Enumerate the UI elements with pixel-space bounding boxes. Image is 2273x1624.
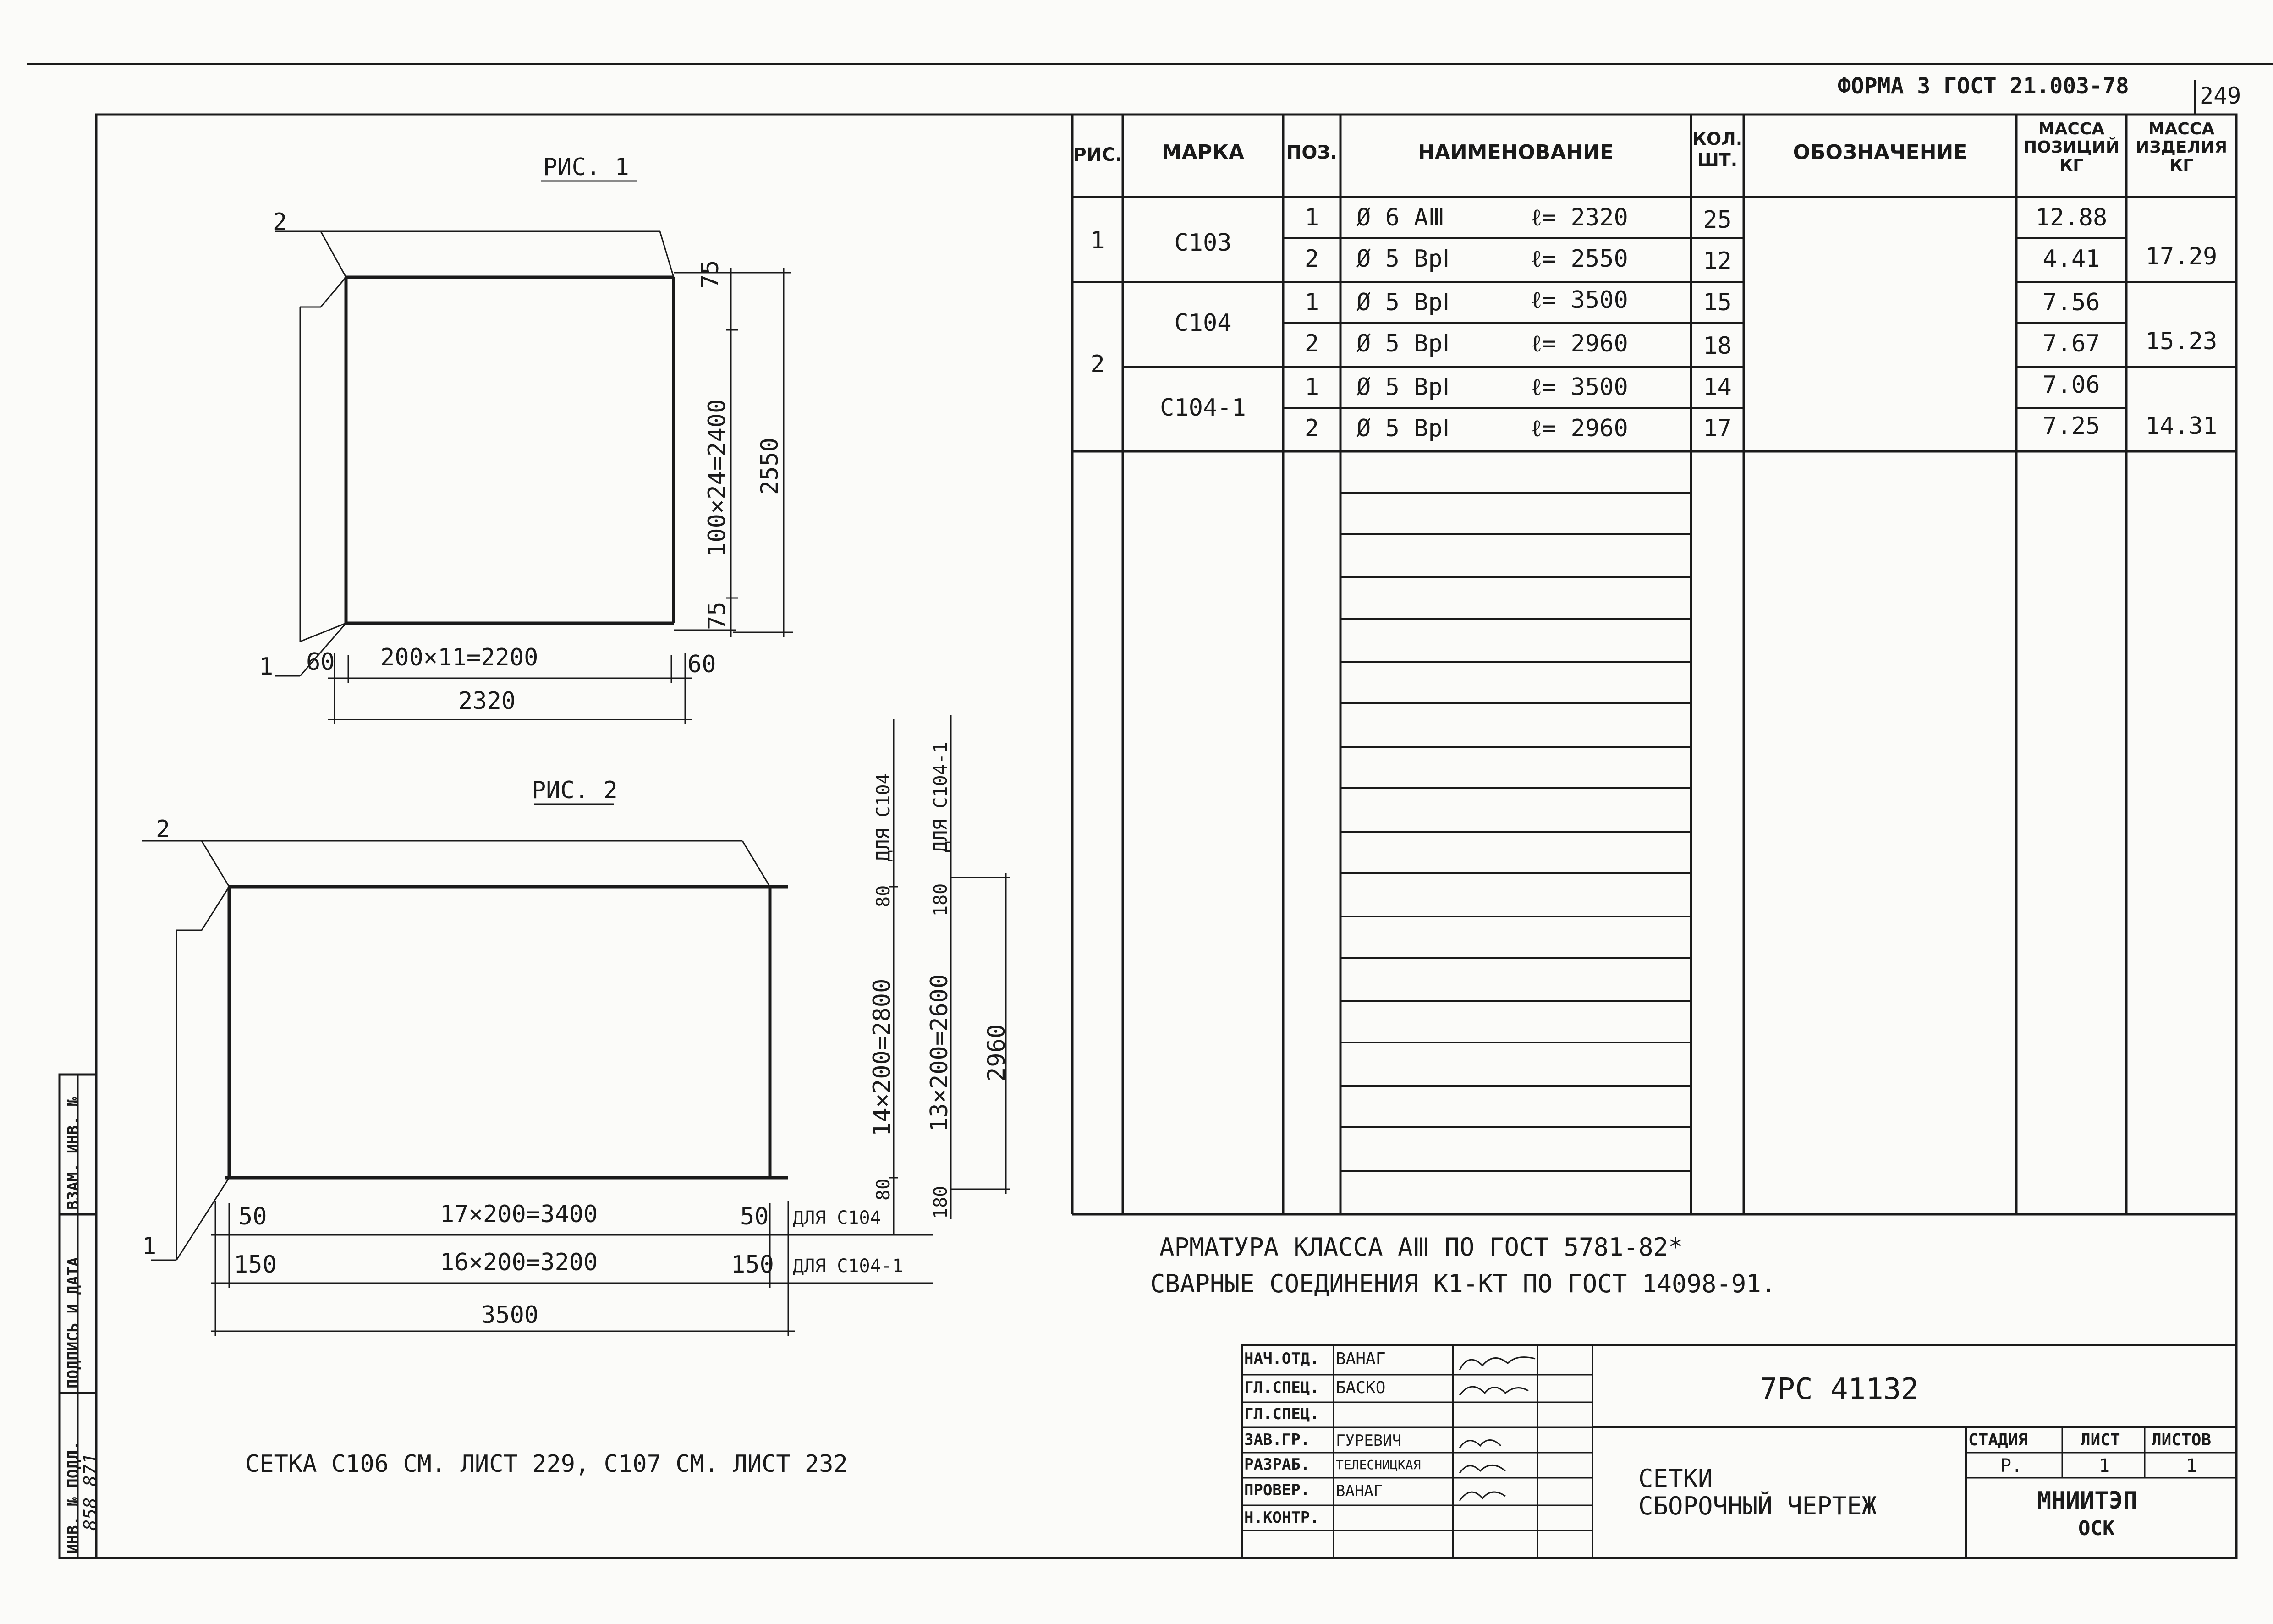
fig2-title: РИС. 2 — [532, 777, 618, 804]
cell-name: Ø 5 ВрⅠ — [1356, 415, 1450, 442]
cell-mass-pos: 7.25 — [2042, 412, 2100, 440]
fig2-row2-note: ДЛЯ С104-1 — [793, 1256, 903, 1277]
header-designation: ОБОЗНАЧЕНИЕ — [1793, 141, 1967, 164]
role-label: ГЛ.СПЕЦ. — [1244, 1405, 1319, 1423]
header-fig: РИС. — [1073, 144, 1122, 165]
fig2-v2-note: ДЛЯ С104-1 — [930, 742, 951, 852]
cell-length: ℓ= 3500 — [1531, 373, 1628, 401]
fig2-v1-bot: 80 — [873, 1178, 894, 1201]
organization-name: МНИИТЭП — [2037, 1487, 2138, 1514]
fig2-dim-total-h: 3500 — [481, 1301, 539, 1329]
cell-pos: 1 — [1304, 204, 1319, 231]
stamp-replaced-inv: ВЗАМ. ИНВ. № — [64, 1097, 82, 1210]
cell-mass-item: 17.29 — [2145, 243, 2218, 270]
fig2-v1-mid: 14×200=2800 — [868, 978, 896, 1136]
cell-length: ℓ= 2960 — [1531, 415, 1628, 442]
fig1-pos-bottom: 1 — [259, 653, 274, 680]
cell-name: Ø 5 ВрⅠ — [1356, 373, 1450, 401]
fig2-row1-mid: 17×200=3400 — [440, 1201, 598, 1228]
fig1-pos-top: 2 — [273, 208, 287, 236]
header-mass-pos: МАССА ПОЗИЦИЙ КГ — [2023, 120, 2120, 175]
cell-mass-pos: 7.56 — [2042, 289, 2100, 316]
role-name: ВАНАГ — [1336, 1482, 1383, 1500]
cell-mark-c103: С103 — [1174, 229, 1232, 257]
fig2-row1-note: ДЛЯ С104 — [793, 1207, 881, 1229]
role-label: ГЛ.СПЕЦ. — [1244, 1378, 1319, 1397]
cell-qty: 25 — [1703, 206, 1732, 234]
role-label: НАЧ.ОТД. — [1244, 1350, 1319, 1368]
fig2-pos-bottom: 1 — [142, 1233, 157, 1260]
cell-qty: 15 — [1703, 289, 1732, 316]
fig2-v2-top: 180 — [930, 883, 951, 916]
cell-length: ℓ= 2550 — [1531, 245, 1628, 273]
sheets-label: ЛИСТОВ — [2152, 1431, 2212, 1449]
fig2-v2-mid: 13×200=2600 — [926, 974, 953, 1132]
fig2-v1-top: 80 — [873, 885, 894, 907]
header-mark: МАРКА — [1161, 141, 1245, 164]
cell-name: Ø 5 ВрⅠ — [1356, 245, 1450, 273]
fig1-dim-spacing-h: 200×11=2200 — [380, 644, 538, 671]
fig1-dim-60-left: 60 — [306, 648, 335, 676]
drawing-title-line1: СЕТКИ — [1638, 1464, 1713, 1493]
cell-mass-pos: 7.67 — [2042, 330, 2100, 357]
cell-mass-pos: 7.06 — [2042, 371, 2100, 399]
cell-mark-c104: С104 — [1174, 309, 1232, 337]
fig1-title: РИС. 1 — [543, 154, 629, 181]
cell-name: Ø 5 ВрⅠ — [1356, 330, 1450, 357]
fig1-dim-75-bot: 75 — [703, 601, 731, 630]
document-code: 7РС 41132 — [1760, 1372, 1919, 1406]
sheet-label: ЛИСТ — [2081, 1431, 2120, 1449]
fig1-dim-60-right: 60 — [687, 651, 716, 678]
fig2-row1-right: 50 — [740, 1203, 769, 1230]
role-name: БАСКО — [1336, 1378, 1386, 1397]
cell-mass-item: 15.23 — [2145, 328, 2218, 355]
header-pos: ПОЗ. — [1286, 142, 1338, 163]
cell-pos: 1 — [1304, 373, 1319, 401]
role-name: ГУРЕВИЧ — [1336, 1432, 1402, 1450]
note-reinforcement-class: АРМАТУРА КЛАССА АⅢ ПО ГОСТ 5781-82* — [1159, 1233, 1683, 1262]
role-label: Н.КОНТР. — [1244, 1509, 1319, 1527]
role-label: ЗАВ.ГР. — [1244, 1431, 1310, 1449]
cell-fig-1: 1 — [1090, 227, 1105, 254]
header-qty: КОЛ. ШТ. — [1692, 129, 1743, 170]
note-welded-joints: СВАРНЫЕ СОЕДИНЕНИЯ К1-КТ ПО ГОСТ 14098-91. — [1150, 1269, 1776, 1298]
form-label: ФОРМА 3 ГОСТ 21.003-78 — [1838, 73, 2129, 99]
fig2-v1-note: ДЛЯ С104 — [873, 773, 894, 861]
cell-pos: 2 — [1304, 330, 1319, 357]
cell-mark-c104-1: С104-1 — [1160, 394, 1246, 422]
fig2-pos-top: 2 — [156, 816, 170, 843]
fig2-dim-total-v: 2960 — [983, 1024, 1010, 1081]
cell-name: Ø 5 ВрⅠ — [1356, 289, 1450, 316]
cell-qty: 18 — [1703, 332, 1732, 360]
cell-qty: 14 — [1703, 373, 1732, 401]
cell-fig-2: 2 — [1090, 351, 1105, 378]
fig2-row1-left: 50 — [238, 1203, 267, 1230]
fig1-dim-total-h: 2320 — [458, 687, 516, 715]
sheet-value: 1 — [2099, 1455, 2110, 1476]
header-mass-item: МАССА ИЗДЕЛИЯ КГ — [2135, 120, 2228, 175]
fig1-dim-75-top: 75 — [697, 260, 724, 289]
cell-mass-item: 14.31 — [2145, 412, 2218, 440]
role-name: ВАНАГ — [1336, 1350, 1386, 1368]
stamp-signature-date: ПОДПИСЬ И ДАТА — [64, 1257, 82, 1388]
cell-name: Ø 6 АⅢ — [1356, 204, 1445, 231]
page-number: 249 — [2200, 82, 2241, 109]
stage-value: Р. — [2000, 1455, 2023, 1476]
cell-qty: 12 — [1703, 247, 1732, 275]
cell-pos: 1 — [1304, 289, 1319, 316]
cell-length: ℓ= 2960 — [1531, 330, 1628, 357]
stamp-inv-value: 858 871 — [80, 1453, 101, 1531]
role-label: ПРОВЕР. — [1244, 1481, 1310, 1499]
stage-label: СТАДИЯ — [1968, 1431, 2028, 1449]
fig2-row2-left: 150 — [234, 1251, 277, 1278]
fig2-row2-mid: 16×200=3200 — [440, 1249, 598, 1276]
reference-note: СЕТКА С106 СМ. ЛИСТ 229, С107 СМ. ЛИСТ 232 — [245, 1450, 848, 1478]
stamp-original-inv: ИНВ. № ПОДЛ. — [64, 1441, 82, 1553]
fig2-row2-right: 150 — [731, 1251, 774, 1278]
cell-pos: 2 — [1304, 415, 1319, 442]
fig1-dim-spacing-v: 100×24=2400 — [703, 399, 731, 557]
header-name: НАИМЕНОВАНИЕ — [1417, 141, 1614, 164]
fig1-dim-total-v: 2550 — [756, 437, 784, 495]
cell-pos: 2 — [1304, 245, 1319, 273]
drawing-title-line2: СБОРОЧНЫЙ ЧЕРТЕЖ — [1638, 1492, 1877, 1520]
cell-length: ℓ= 2320 — [1531, 204, 1628, 231]
fig2-v2-bot: 180 — [930, 1185, 951, 1219]
cell-length: ℓ= 3500 — [1531, 286, 1628, 314]
cell-mass-pos: 12.88 — [2035, 204, 2108, 231]
role-name: ТЕЛЕСНИЦКАЯ — [1336, 1457, 1421, 1472]
sheets-value: 1 — [2186, 1455, 2197, 1476]
cell-mass-pos: 4.41 — [2042, 245, 2100, 273]
cell-qty: 17 — [1703, 415, 1732, 442]
organization-dept: ОСК — [2078, 1517, 2115, 1540]
role-label: РАЗРАБ. — [1244, 1455, 1310, 1474]
